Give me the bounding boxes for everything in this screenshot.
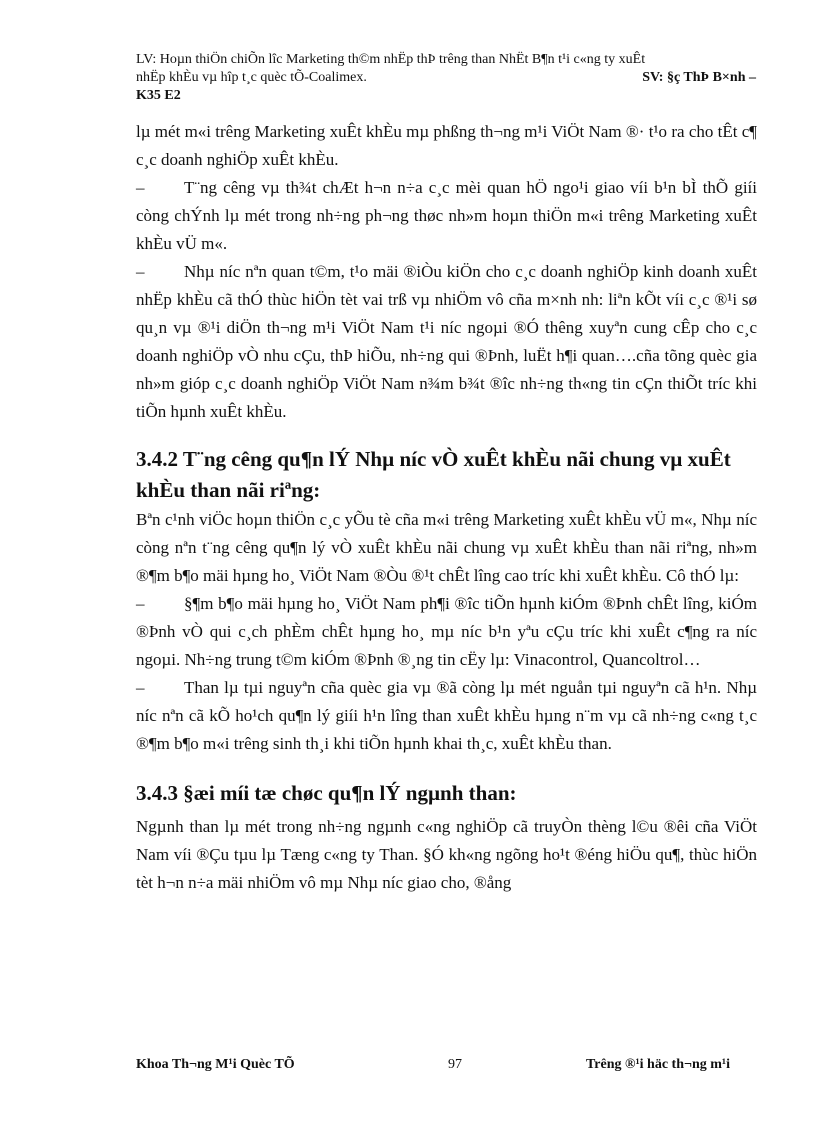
- section-heading-3-4-2: 3.4.2 T¨ng cêng qu¶n lÝ Nhµ níc vÒ xuÊt khÈu nãi chung vµ xuÊt khÈu than nãi riªng:: [136, 447, 731, 502]
- bullet-text-3: Nhµ níc nªn quan t©m, t¹o mäi ®iÒu kiÖn cho c¸c doanh nghiÖp kinh doanh xuÊt nhËp khÈu cã thÓ thùc hiÖn tèt vai trß vµ nhiÖm vô cña m×nh nh: liªn kÕt víi c¸c ®¹i sø qu¸n vµ ®¹i diÖn th¬ng m¹i ViÖt Nam t¹i níc ngoµi ®Ó thêng xuyªn cung cÊp cho c¸c doanh nghiÖp vÒ nhu cÇu, thÞ hiÕu, nh÷ng qui ®Þnh, luËt h¶i quan….cña tõng quèc gia nh»m gióp c¸c doanh nghiÖp ViÖt Nam n¾m b¾t ®îc nh÷ng th«ng tin cÇn thiÕt tríc khi tiÕn hµnh xuÊt khÈu.: [136, 262, 757, 421]
- bullet-paragraph-2: [136, 174, 757, 258]
- header-line-2-left: nhËp khÈu vµ hîp t¸c quèc tÕ-Coalimex.: [136, 70, 367, 85]
- paragraph-1: lµ mét m«i trêng Marketing xuÊt khÈu mµ phßng th¬ng m¹i ViÖt Nam ®· t¹o ra cho tÊt c¶ c¸c doanh nghiÖp xuÊt khÈu.: [136, 122, 757, 169]
- header-class: K35 E2: [136, 88, 181, 103]
- footer-university: Trêng ®¹i häc th¬ng m¹i: [585, 1057, 730, 1072]
- bullet-paragraph-3: [136, 258, 757, 426]
- bullet-text-6: Than lµ tµi nguyªn cña quèc gia vµ ®ã còng lµ mét nguån tµi nguyªn cã h¹n. Nhµ níc nªn cã kÕ ho¹ch qu¶n lý giíi h¹n lîng than xuÊt khÈu hµng n¨m vµ cã nh÷ng c«ng t¸c ®¶m b¶o m«i trêng sinh th¸i khi tiÕn hµnh khai th¸c, xuÊt khÈu than.: [136, 678, 757, 753]
- paragraph-7: Ngµnh than lµ mét trong nh÷ng ngµnh c«ng nghiÖp cã truyÒn thèng l©u ®êi cña ViÖt Nam víi ®Çu tµu lµ Tæng c«ng ty Than. §Ó kh«ng ngõng ho¹t ®éng hiÖu qu¶, thùc hiÖn tèt h¬n n÷a mäi nhiÖm vô mµ Nhµ níc giao cho, ®ång: [136, 817, 757, 892]
- dash-marker: –: [136, 594, 145, 613]
- section-heading-3-4-3: 3.4.3 §æi míi tæ chøc qu¶n lÝ ngµnh than:: [136, 781, 517, 805]
- paragraph-4: Bªn c¹nh viÖc hoµn thiÖn c¸c yÕu tè cña m«i trêng Marketing xuÊt khÈu vÜ m«, Nhµ níc còng nªn t¨ng cêng qu¶n lý vÒ xuÊt khÈu nãi chung vµ xuÊt khÈu than nãi riªng, nh»m ®¶m b¶o mäi hµng ho¸ ViÖt Nam ®Òu ®¹t chÊt lîng cao tríc khi xuÊt khÈu. Cô thÓ lµ:: [136, 510, 757, 585]
- bullet-paragraph-6: [136, 674, 757, 758]
- dash-marker: –: [136, 262, 145, 281]
- header-line-1: LV: Hoµn thiÖn chiÕn lîc Marketing th©m nhËp thÞ trêng than NhËt B¶n t¹i c«ng ty xuÊt: [136, 52, 646, 67]
- header-line-2: [136, 69, 756, 87]
- footer-faculty: Khoa Th¬ng M¹i Quèc TÕ: [136, 1057, 295, 1072]
- page-footer: [136, 1057, 756, 1077]
- bullet-paragraph-5: [136, 590, 757, 674]
- page-number: 97: [448, 1057, 462, 1072]
- page-header: [136, 51, 756, 105]
- bullet-text-5: §¶m b¶o mäi hµng ho¸ ViÖt Nam ph¶i ®îc tiÕn hµnh kiÓm ®Þnh chÊt lîng, kiÓm ®Þnh vÒ qui c¸ch phÈm chÊt hµng ho¸ mµ níc b¹n yªu cÇu tríc khi xuÊt c¶ng ra níc ngoµi. Nh÷ng trung t©m kiÓm ®Þnh ®¸ng tin cËy lµ: Vinacontrol, Quancoltrol…: [136, 594, 757, 669]
- dash-marker: –: [136, 678, 145, 697]
- dash-marker: –: [136, 178, 145, 197]
- header-author: SV: §ç ThÞ B×nh –: [642, 70, 756, 85]
- page-body: [136, 118, 757, 897]
- bullet-text-2: T¨ng cêng vµ th¾t chÆt h¬n n÷a c¸c mèi quan hÖ ngo¹i giao víi b¹n bÌ thÕ giíi còng chÝnh lµ mét trong nh÷ng ph¬ng thøc nh»m hoµn thiÖn m«i trêng Marketing xuÊt khÈu vÜ m«.: [136, 178, 757, 253]
